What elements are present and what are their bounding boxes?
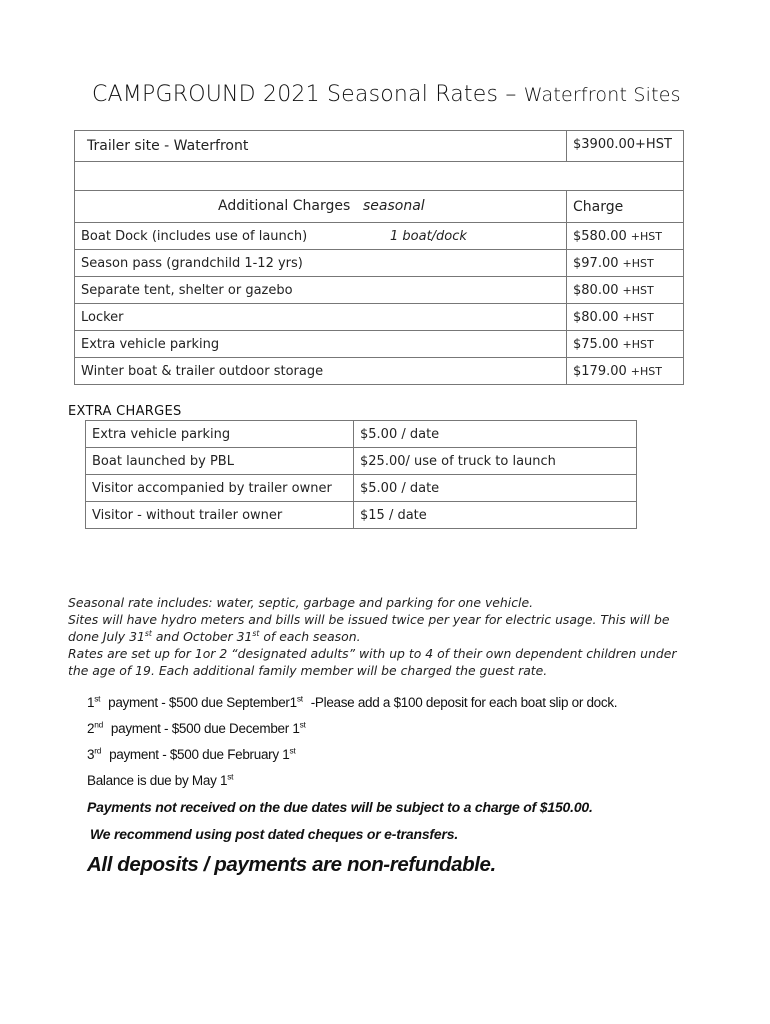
rate-tax: +HST bbox=[622, 310, 654, 324]
extra-charge: $25.00/ use of truck to launch bbox=[354, 448, 637, 475]
table-row bbox=[75, 131, 684, 162]
table-row-empty bbox=[75, 162, 684, 191]
table-row bbox=[75, 304, 684, 331]
extra-item: Visitor - without trailer owner bbox=[86, 502, 354, 529]
extra-charge: $15 / date bbox=[354, 502, 637, 529]
rate-price: $580.00 bbox=[573, 228, 627, 244]
rate-tax: +HST bbox=[622, 256, 654, 270]
note-includes: Seasonal rate includes: water, septic, garbage and parking for one vehicle. bbox=[68, 595, 534, 610]
note-hydro: Sites will have hydro meters and bills will be issued twice per year for electric usage. This will be done July 31st and October 31st of each season. bbox=[68, 612, 670, 644]
extra-charge: $5.00 / date bbox=[354, 475, 637, 502]
rate-price: $80.00 bbox=[573, 309, 619, 325]
rate-tax: +HST bbox=[622, 283, 654, 297]
table-row bbox=[86, 502, 637, 529]
rate-desc: Boat Dock (includes use of launch) bbox=[81, 229, 308, 244]
recommend-note: We recommend using post dated cheques or e-transfers. bbox=[90, 826, 459, 842]
non-refundable-note: All deposits / payments are non-refundable. bbox=[87, 853, 496, 876]
rate-price: $97.00 bbox=[573, 255, 619, 271]
note-adults: Rates are set up for 1or 2 “designated adults” with up to 4 of their own dependent children under the age of 19. Each additional family member will be charged the guest rate. bbox=[68, 646, 677, 678]
header-additional-charges: Additional Charges bbox=[218, 198, 351, 214]
page-title bbox=[92, 82, 681, 107]
rate-price: $80.00 bbox=[573, 282, 619, 298]
payment-3: 3rd payment - $500 due February 1st bbox=[87, 745, 296, 762]
rate-price: $75.00 bbox=[573, 336, 619, 352]
balance-due: Balance is due by May 1st bbox=[87, 771, 234, 788]
rate-desc: Extra vehicle parking bbox=[75, 331, 567, 358]
table-header-row bbox=[75, 191, 684, 223]
site-charge: $3900.00+HST bbox=[567, 131, 684, 162]
table-row bbox=[86, 448, 637, 475]
rate-tax: +HST bbox=[630, 364, 662, 378]
payment-2: 2nd payment - $500 due December 1st bbox=[87, 719, 306, 736]
header-seasonal: seasonal bbox=[363, 198, 425, 214]
table-row bbox=[75, 331, 684, 358]
extra-item: Boat launched by PBL bbox=[86, 448, 354, 475]
extra-charge: $5.00 / date bbox=[354, 421, 637, 448]
payment-1: 1st payment - $500 due September1st -Please add a $100 deposit for each boat slip or dock. bbox=[87, 693, 618, 710]
rate-notes bbox=[68, 594, 680, 679]
table-row bbox=[75, 358, 684, 385]
rate-tax: +HST bbox=[630, 229, 662, 243]
page-title-main: CAMPGROUND 2021 Seasonal Rates – bbox=[92, 82, 517, 107]
table-row bbox=[86, 475, 637, 502]
seasonal-rates-table bbox=[74, 130, 684, 385]
rate-desc: Locker bbox=[75, 304, 567, 331]
rate-desc: Winter boat & trailer outdoor storage bbox=[75, 358, 567, 385]
rate-desc: Separate tent, shelter or gazebo bbox=[75, 277, 567, 304]
page-title-sub: Waterfront Sites bbox=[523, 84, 681, 106]
extra-item: Visitor accompanied by trailer owner bbox=[86, 475, 354, 502]
table-row bbox=[86, 421, 637, 448]
late-charge-note: Payments not received on the due dates will be subject to a charge of $150.00. bbox=[87, 799, 593, 815]
extra-charges-table bbox=[85, 420, 637, 529]
extra-item: Extra vehicle parking bbox=[86, 421, 354, 448]
rate-price: $179.00 bbox=[573, 363, 627, 379]
table-row bbox=[75, 250, 684, 277]
rate-desc: Season pass (grandchild 1-12 yrs) bbox=[75, 250, 567, 277]
table-row bbox=[75, 277, 684, 304]
site-label: Trailer site - Waterfront bbox=[75, 131, 567, 162]
rate-tax: +HST bbox=[622, 337, 654, 351]
rate-qty: 1 boat/dock bbox=[390, 229, 467, 244]
table-row bbox=[75, 223, 684, 250]
header-charge: Charge bbox=[567, 191, 684, 223]
extra-charges-title: EXTRA CHARGES bbox=[68, 404, 182, 419]
